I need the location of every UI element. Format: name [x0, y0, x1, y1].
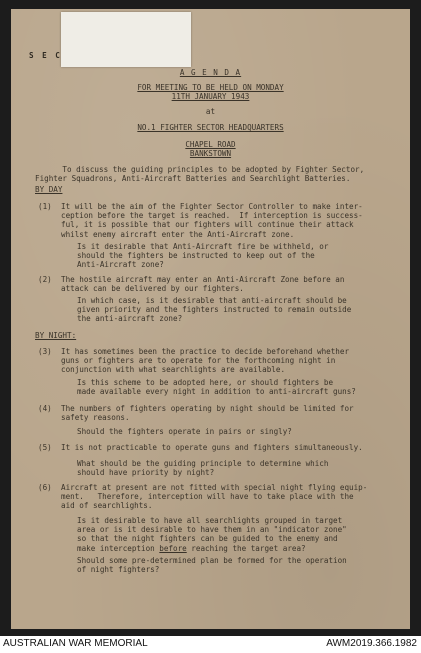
para-4-question: Should the fighters operate in pairs or singly? — [77, 427, 292, 436]
para-5-question: What should be the guiding principle to determine which should have priority by night? — [77, 459, 329, 478]
document-page — [11, 9, 410, 629]
para-1-number: (1) — [38, 202, 52, 211]
para-4-text: The numbers of fighters operating by night should be limited for safety reasons. — [61, 404, 354, 423]
footer-accession-number: AWM2019.366.1982 — [326, 638, 417, 649]
para-6-text: Aircraft at present are not fitted with special night flying equip- ment. Therefore, interception will have to take place with the aid of searchlights. — [61, 483, 368, 511]
hq-name: NO.1 FIGHTER SECTOR HEADQUARTERS — [137, 123, 284, 132]
para-3-text: It has sometimes been the practice to decide beforehand whether guns or fighters are to operate for the forthcoming night in conjunction with what searchlights are available. — [61, 347, 350, 375]
para-6-number: (6) — [38, 483, 52, 492]
sec-fragment: S E C — [29, 51, 62, 60]
para-4-number: (4) — [38, 404, 52, 413]
para-1-question: Is it desirable that Anti-Aircraft fire be withheld, or should the fighters be instructed to keep out of the Anti-Aircraft zone? — [77, 242, 329, 270]
para-6-question-1 — [77, 516, 347, 553]
at-text: at — [205, 107, 216, 116]
para-2-number: (2) — [38, 275, 52, 284]
road-name: CHAPEL ROAD — [185, 140, 236, 149]
para-3-number: (3) — [38, 347, 52, 356]
paper-label-strip — [61, 12, 191, 67]
meeting-line-1: FOR MEETING TO BE HELD ON MONDAY — [137, 83, 284, 92]
para-1-text: It will be the aim of the Fighter Sector Controller to make inter- ception before the target is reached. If interception is success- ful, it is possible that our fighters will continue their attack whilst enemy aircraft enter the Anti-Aircraft zone. — [61, 202, 363, 239]
para-6-question-2: Should some pre-determined plan be formed for the operation of night fighters? — [77, 556, 347, 575]
meeting-line-2: 11TH JANUARY 1943 — [171, 92, 250, 101]
para-3-question: Is this scheme to be adopted here, or should fighters be made available every night in addition to anti-aircraft guns? — [77, 378, 356, 397]
para-6-question-1-end: reaching the target area? — [186, 543, 306, 553]
footer-institution: AUSTRALIAN WAR MEMORIAL — [3, 638, 148, 649]
para-5-text: It is not practicable to operate guns and fighters simultaneously. — [61, 443, 363, 452]
para-5-number: (5) — [38, 443, 52, 452]
para-6-question-1-start: Is it desirable to have all searchlights grouped in target area or is it desirable to have them in an "indicator zone" so that the night fighters can be guided to the enemy and make interception — [77, 516, 347, 553]
para-6-before-underlined: before — [159, 543, 187, 553]
by-night-heading: BY NIGHT: — [35, 331, 77, 340]
para-2-text: The hostile aircraft may enter an Anti-Aircraft Zone before an attack can be delivered by our fighters. — [61, 275, 345, 294]
town-name: BANKSTOWN — [189, 149, 232, 158]
intro-paragraph: To discuss the guiding principles to be adopted by Fighter Sector, Fighter Squadrons, Anti-Aircraft Batteries and Searchlight Batteries. — [35, 165, 365, 184]
para-2-question: In which case, is it desirable that anti-aircraft should be given priority and the fighters instructed to remain outside the anti-aircraft zone? — [77, 296, 352, 324]
agenda-title: A G E N D A — [179, 68, 242, 77]
by-day-heading: BY DAY — [35, 185, 63, 194]
